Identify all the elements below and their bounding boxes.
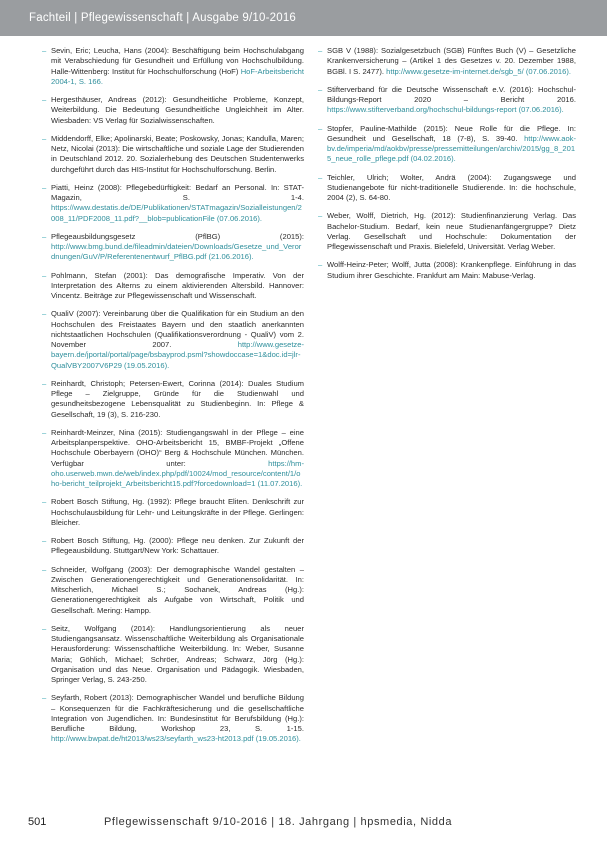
reference-entry: [42, 497, 304, 528]
reference-link[interactable]: http://www.bmg.bund.de/fileadmin/dateien/Downloads/Gesetze_und_Verordnungen/GuV/P/Referentenentwurf_PflBG.pdf (21.06.2016).: [51, 242, 302, 262]
reference-text: Hergesthäuser, Andreas (2012): Gesundheitliche Probleme, Konzept, Weiterbildung. Die Bedeutung Gesundheitliche Ungleichheit im Alter. Wiesbaden: VS Verlag für Sozialwissenschaften.: [51, 95, 304, 125]
reference-entry: [42, 565, 304, 616]
reference-entry: [42, 536, 304, 557]
reference-text: Seyfarth, Robert (2013): Demographischer Wandel und berufliche Bildung – Konsequenzen für die Fachkräftesicherung und die gesellschaftliche Integration von Jugendlichen. In: Bundesinstitut für Berufsbildung (Hg.): Berufliche Bildung, Workshop 23, S. 1-15.: [51, 693, 304, 733]
reference-entry: [318, 211, 576, 252]
reference-text: Middendorff, Elke; Apolinarski, Beate; Poskowsky, Jonas; Kandulla, Maren; Netz, Nicolai (2013): Die wirtschaftliche und soziale Lage der Studierenden in Deutschland 2012. 20. Sozialerhebung des Deutschen Studentenwerks durchgeführt durch das HIS-Institut für Hochschulforschung. Berlin.: [51, 133, 304, 174]
reference-entry: [42, 428, 304, 490]
reference-link[interactable]: https://www.destatis.de/DE/Publikationen/STATmagazin/Sozialleistungen/2008_11/PDF2008_11.pdf?__blob=publicationFile (07.06.2016).: [51, 203, 302, 223]
reference-entry: [42, 379, 304, 420]
reference-entry: [42, 309, 304, 371]
reference-entry: [318, 173, 576, 204]
reference-text: Wolff-Heinz-Peter; Wolff, Jutta (2008): Krankenpflege. Einführung in das Studium ihrer Geschichte. Frankfurt am Main: Mabuse-Verlag.: [327, 260, 576, 280]
references-column-right: [318, 46, 576, 289]
reference-text: Stifterverband für die Deutsche Wissenschaft e.V. (2016): Hochschul-Bildungs-Report 2020 – Bericht 2016.: [327, 84, 576, 104]
reference-text: Schneider, Wolfgang (2003): Der demographische Wandel gestalten – Zwischen Generationengerechtigkeit und Generationensolidarität. In: Mitscherlich, Michael S.; Sochanek, Andreas (Hg.): Generationengerechtigkeit als Aufgabe von Wirtschaft, Politik und Gesellschaft. Mering: Hampp.: [51, 564, 304, 615]
reference-text: Pohlmann, Stefan (2001): Das demografische Imperativ. Von der Interpretation des Alterns zu einem aktivierenden Altersbild. Hannover: Vincentz. Beiträge zur Pflegewissenschaft und Wissenschaft.: [51, 270, 304, 300]
page-number: 501: [28, 816, 47, 828]
footer-publication-info: Pflegewissenschaft 9/10-2016 | 18. Jahrgang | hpsmedia, Nidda: [104, 816, 453, 828]
reference-link[interactable]: https://www.stifterverband.org/hochschul-bildungs-report (07.06.2016).: [327, 105, 564, 115]
reference-entry: [42, 183, 304, 224]
reference-entry: [42, 624, 304, 686]
reference-link[interactable]: http://www.aok-bv.de/imperia/md/aokbv/presse/pressemitteilungen/archiv/2015/gg_8_2015_neue_rolle_pflege.pdf (04.02.2016).: [327, 133, 576, 164]
reference-text: Weber, Wolff, Dietrich, Hg. (2012): Studienfinanzierung Verlag. Das Bachelor-Studium. Bedarf, kein neue Studienanfängergruppe? Dietz Verlag. Gesellschaft und Hochschule: Dokumentation der Pflegewissenschaft und Praxis. Bielefeld, Universität. Verlag Weber.: [327, 211, 576, 251]
reference-link[interactable]: http://www.gesetze-bayern.de/jportal/portal/page/bsbayprod.psml?showdoccase=1&doc.id=jlr-QualVBY2007V6P29 (19.05.2016).: [51, 340, 304, 370]
reference-link[interactable]: http://www.gesetze-im-internet.de/sgb_5/ (07.06.2016).: [386, 66, 571, 76]
reference-entry: [42, 271, 304, 302]
reference-link[interactable]: https://hm-oho.userweb.mwn.de/web/index.php/pdf/10024/mod_resource/content/1/oho-bericht_teilprojekt_Arbeitsbericht15.pdf?forcedownload=1 (11.07.2016).: [51, 458, 304, 488]
reference-text: Reinhardt, Christoph; Petersen-Ewert, Corinna (2014): Duales Studium Pflege – Zielgruppe, Gründe für die Studienwahl und gesundheitsbezogene Lebensqualität zu Studienbeginn. In: Pflege & Gesellschaft, 19 (3), S. 216-230.: [51, 378, 304, 419]
reference-text: Pflegeausbildungsgesetz (PflBG) (2015):: [51, 231, 304, 241]
reference-text: Seitz, Wolfgang (2014): Handlungsorientierung als neuer Studiengangsansatz. Wissenschaftliche Weiterbildung als Organisationale Herausforderung: Wissenschaftliche Weiterbildung. In: Weber, Susanne Maria; Göhlich, Michael; Schröer, Andreas; Schwarz, Jörg (Hg.): Organisation und das Neue. Organisation und Pädagogik. Wiesbaden, Springer Verlag, S. 243-250.: [51, 623, 304, 684]
reference-text: Sevin, Eric; Leucha, Hans (2004): Beschäftigung beim Hochschulabgang mit Verabschiedung für Gesundheit und Erfüllung von Hochschulbildung. Halle-Wittenberg: Institut für Hochschulforschung (HoF): [51, 46, 304, 76]
reference-entry: [318, 46, 576, 77]
references-column-left: [42, 46, 304, 753]
page-header: [0, 0, 607, 36]
reference-entry: [42, 46, 304, 87]
reference-entry: [318, 124, 576, 165]
reference-entry: [42, 134, 304, 175]
reference-text: Teichler, Ulrich; Wolter, Andrä (2004): Zugangswege und Studienangebote für nicht-traditionelle Studierende. In: die hochschule, 2004 (2), S. 64-80.: [327, 172, 576, 202]
reference-link[interactable]: HoF-Arbeitsbericht 2004-1, S. 166.: [51, 66, 304, 86]
reference-link[interactable]: http://www.bwpat.de/ht2013/ws23/seyfarth_ws23-ht2013.pdf (19.05.2016).: [51, 734, 301, 744]
reference-text: Piatti, Heinz (2008): Pflegebedürftigkeit: Bedarf an Personal. In: STAT-Magazin, S. 1-4.: [51, 182, 304, 202]
reference-entry: [42, 95, 304, 126]
reference-text: Stopfer, Pauline-Mathilde (2015): Neue Rolle für die Pflege. In: Gesundheit und Gesellschaft, 18 (7-8), S. 39-40.: [327, 123, 576, 143]
reference-text: Robert Bosch Stiftung, Hg. (1992): Pflege braucht Eliten. Denkschrift zur Hochschulausbildung für Lehr- und Leitungskräfte in der Pflege. Gerlingen: Bleicher.: [51, 497, 304, 527]
reference-entry: [318, 260, 576, 281]
reference-entry: [42, 232, 304, 263]
header-title: Fachteil | Pflegewissenschaft | Ausgabe 9/10-2016: [29, 12, 297, 24]
reference-text: Robert Bosch Stiftung, Hg. (2000): Pflege neu denken. Zur Zukunft der Pflegeausbildung. Stuttgart/New York: Schattauer.: [51, 536, 304, 556]
page-footer: [0, 793, 607, 853]
reference-entry: [42, 693, 304, 744]
reference-text: QualiV (2007): Vereinbarung über die Qualifikation für ein Studium an den Hochschulen des Freistaates Bayern und den staatlich anerkannten nichtstaatlichen Hochschulen (Qualifikationsverordnung - QualiV) vom 2. November 2007.: [51, 309, 304, 349]
reference-text: SGB V (1988): Sozialgesetzbuch (SGB) Fünftes Buch (V) – Gesetzliche Krankenversicherung – (Artikel 1 des Gesetzes v. 20. Dezember 1988, BGBl. I S. 2477).: [327, 46, 576, 76]
reference-text: Reinhardt-Meinzer, Nina (2015): Studiengangswahl in der Pflege – eine Arbeitsplanperspektive. OHO-Arbeitsbericht 15, BMBF-Projekt „Offene Hochschule Oberbayern (OHO)“ Berg & Hochschule München. München. Verfügbar unter:: [51, 427, 304, 468]
reference-entry: [318, 85, 576, 116]
